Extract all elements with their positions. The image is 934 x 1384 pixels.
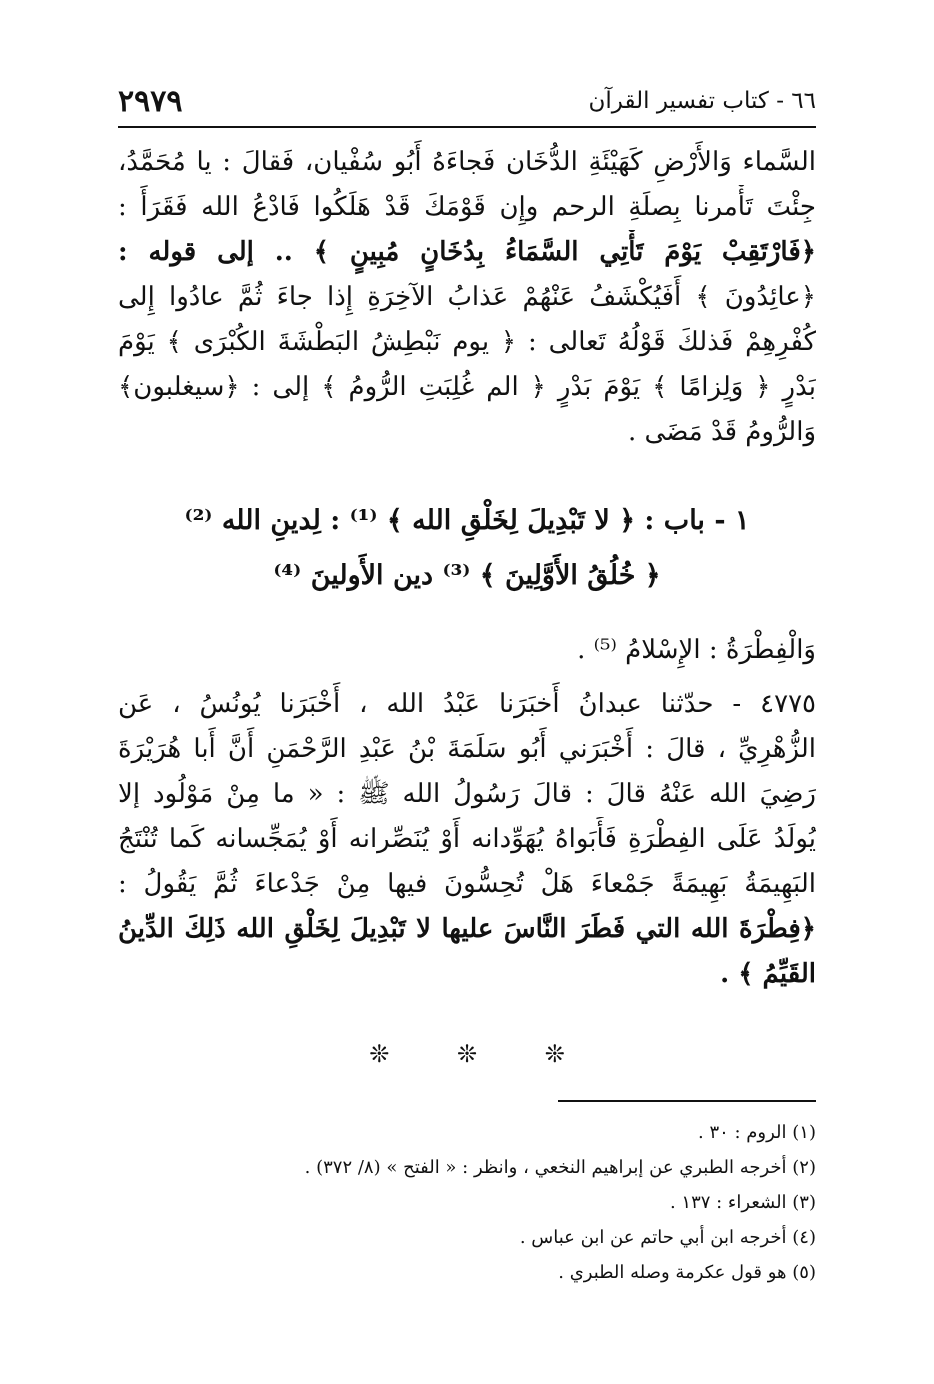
footnote: (١) الروم : ٣٠ . xyxy=(697,1122,816,1143)
text-line: جِئْتَ تَأْمرنا بِصلَةِ الرحم وإِن قَوْمَكَ قَدْ هَلَكُوا فَادْعُ الله فَقَرَأَ : xyxy=(118,192,816,222)
footnote: (٤) أخرجه ابن أبي حاتم عن ابن عباس . xyxy=(519,1227,816,1248)
page-number: ٢٩٧٩ xyxy=(118,84,183,119)
footnote: (٢) أخرجه الطبري عن إبراهيم النخعي ، وانظر : « الفتح » (٨/ ٣٧٢) . xyxy=(304,1157,816,1178)
text-line: كُفْرِهِمْ فَذلكَ قَوْلُهُ تَعالى : ﴿ يوم نَبْطِشُ البَطْشَةَ الكُبْرَى ﴾ يَوْمَ xyxy=(118,327,816,357)
footnote-rule xyxy=(558,1100,816,1102)
hadith-line: رَضِيَ الله عَنْهُ قالَ : قالَ رَسُولُ الله ﷺ : « ما مِنْ مَوْلُود إلا xyxy=(118,779,816,809)
asterisk-ornament-icon: ❊ xyxy=(456,1040,478,1068)
section-separator xyxy=(118,1040,816,1068)
text-line: ﴿عائِدُونَ ﴾ أَفَيُكْشَفُ عَنْهُمْ عَذابُ الآخِرَةِ إِذا جاءَ ثُمَّ عادُوا إِلى xyxy=(118,282,816,312)
hadith-line: يُولَدُ عَلَى الفِطْرَةِ فَأَبَواهُ يُهَوِّدانه أَوْ يُنَصِّرانه أَوْ يُمَجِّسانه كَما تُنْتَجُ xyxy=(118,824,816,854)
quran-verse-line: القَيِّمُ ﴾ . xyxy=(720,959,816,989)
chapter-heading-line-2: ﴿ خُلُقُ الأَوَّلِينَ ﴾ ⁽³⁾ دين الأَولينَ ⁽⁴⁾ xyxy=(273,560,661,591)
header-rule xyxy=(118,126,816,128)
tafsir-paragraph xyxy=(118,140,816,455)
text-line: وَالْفِطْرَةُ : الإِسْلامُ ⁽⁵⁾ . xyxy=(577,635,816,665)
hadith-line: البَهِيمَةُ بَهِيمَةً جَمْعاءَ هَلْ تُحِسُّونَ فيها مِنْ جَدْعاءَ ثُمَّ يَقُولُ : xyxy=(118,869,816,899)
text-line: السَّماء وَالأَرْضِ كَهَيْئَةِ الدُّخَان فَجاءَهُ أَبُو سُفْيان، فَقالَ : يا مُحَمَّدُ، xyxy=(118,147,816,177)
footnote: (٥) هو قول عكرمة وصله الطبري . xyxy=(558,1262,816,1283)
footnotes xyxy=(118,1115,816,1290)
chapter-heading-line-1: ١ - باب : ﴿ لا تَبْدِيلَ لِخَلْقِ الله ﴾ ⁽¹⁾ : لِدينِ الله ⁽²⁾ xyxy=(184,505,750,536)
asterisk-ornament-icon: ❊ xyxy=(369,1040,390,1068)
quran-verse-line: ﴿فَارْتَقِبْ يَوْمَ تَأْتِي السَّمَاءُ بِدُخَانٍ مُبِينٍ ﴾ .. إلى قوله : xyxy=(118,237,816,267)
quran-verse-line: ﴿فِطْرَةَ الله التي فَطَرَ النَّاسَ عليها لا تَبْدِيلَ لِخَلْقِ الله ذَلِكَ الدِّينُ xyxy=(118,914,816,944)
asterisk-ornament-icon: ❊ xyxy=(544,1040,565,1068)
hadith-paragraph xyxy=(118,682,816,997)
text-line: بَدْرٍ ﴿ وَلِزامًا ﴾ يَوْمَ بَدْرٍ ﴿ الم غُلِبَتِ الرُّومُ ﴾ إلى : ﴿سيغلبون﴾ xyxy=(118,372,816,402)
hadith-line: ٤٧٧٥ - حدّثنا عبدانُ أَخبَرَنا عَبْدُ الله ، أَخْبَرَنا يُونُسُ ، عَن xyxy=(118,689,816,719)
text-line: وَالرُّومُ قَدْ مَضَى . xyxy=(628,417,816,447)
footnote: (٣) الشعراء : ١٣٧ . xyxy=(669,1192,816,1213)
hadith-line: الزُّهْرِيِّ ، قالَ : أَخْبَرَني أَبُو سَلَمَةَ بْنُ عَبْدِ الرَّحْمَنِ أَنَّ أَبا هُرَيْرَةَ xyxy=(118,734,816,764)
running-header-title: ٦٦ - كتاب تفسير القرآن xyxy=(588,88,816,114)
fitra-definition xyxy=(118,628,816,673)
